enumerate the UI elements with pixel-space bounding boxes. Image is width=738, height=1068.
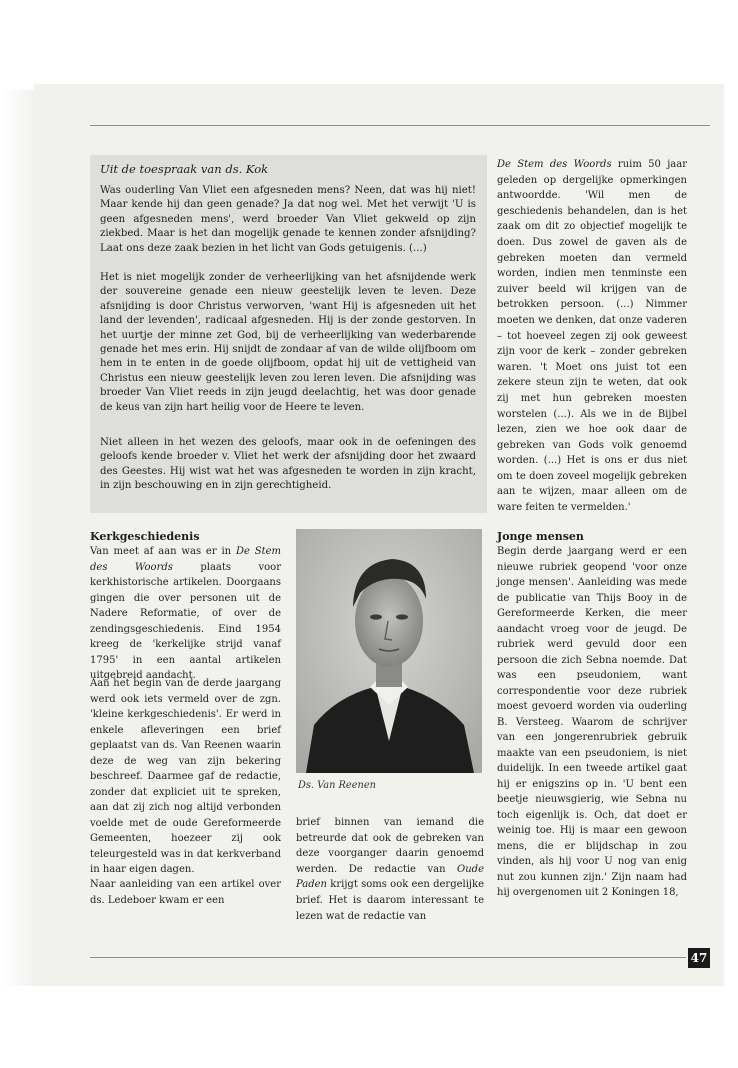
quote-paragraph-2: Het is niet mogelijk zonder de verheerlijking van het afsnijdende werk der souvereine genade een nieuw geestelijk leven te leven. Deze afsnijding is door Christus verworven, 'want Hij is afgesneden uit het land der levenden', radicaal afgesneden. Hij is der zonde gestorven. In het uurtje der minne zet God, bij de verheerlijking van wederbarende genade het mes erin. Hij snijdt de zondaar af van de wilde olijfboom om hem in te enten in de goede olijfboom, opdat hij uit de vettigheid van Christus een nieuw geestelijk leven zou leren leven. Die afsnijding was broeder Van Vliet reeds in zijn jeugd deelachtig, het was door genade de keus van zijn hart heilig voor de Heere te leven. xyxy=(100,272,476,413)
kerk-p1-italic: De Stem des Woords xyxy=(90,546,281,573)
bottom-rule xyxy=(90,957,686,958)
right-top-text: ruim 50 jaar geleden op dergelijke opmerkingen antwoordde. 'Wil men de geschiedenis behandelen, dan is het zaak om dit zo objectief mogelijk te doen. Dus zowel de gaven als de gebreken moeten dan vermeld worden, indien men tenminste een zuiver beeld wil krijgen van de betrokken persoon. (...) Nimmer moeten we denken, dat onze vaderen – tot hoeveel zegen zij ook geweest zijn voor de kerk – zonder gebreken waren. 't Moet ons juist tot een zekere steun zijn te weten, dat ook zij met hun gebreken moesten worstelen (...). Als we in de Bijbel lezen, zien we hoe ook daar de gebreken van Gods volk genoemd worden. (...) Het is ons er dus niet om te doen zoveel mogelijk gebreken aan te wijzen, maar alleen om de ware feiten te vermelden.' xyxy=(497,159,687,514)
heading-kerkgeschiedenis: Kerkgeschiedenis xyxy=(90,530,200,543)
quote-paragraph-3: Niet alleen in het wezen des geloofs, maar ook in de oefeningen des geloofs kende broeder v. Vliet het werk der afsnijding door het zwaard des Geestes. Hij wist wat het was afgesneden te worden in zijn kracht, in zijn beschouwing en in zijn gerechtigheid. xyxy=(100,437,476,492)
kerk-p1-text-b: plaats voor kerkhistorische artikelen. Doorgaans gingen die over personen uit de Nadere Reformatie, of over de zendingsgeschiedenis. Eind 1954 kreeg de 'kerkelijke strijd vanaf 1795' in een aantal artikelen uitgebreid aandacht. xyxy=(90,561,281,681)
photo-caption: Ds. Van Reenen xyxy=(298,780,376,791)
middle-text-a: brief binnen van iemand die betreurde dat ook de gebreken van deze voorganger daarin genoemd werden. De redactie van xyxy=(296,817,484,875)
portrait-image xyxy=(296,529,482,773)
jonge-paragraph: Begin derde jaargang werd er een nieuwe rubriek geopend 'voor onze jonge mensen'. Aanleiding was mede de publicatie van Thijs Booy in de Gereformeerde Kerken, die meer aandacht vroeg voor de jeugd. De rubriek werd gevuld door een persoon die zich Sebna noemde. Dat was een pseudoniem, want correspondentie voor deze rubriek moest gevoerd worden via ouderling B. Versteeg. Waarom de schrijver van een jongerenrubriek gebruik maakte van een pseudoniem, is niet duidelijk. In een tweede artikel gaat hij er enigszins op in. 'U bent een beetje nieuwsgierig, wie Sebna nu toch eigenlijk is. Och, dat doet er weinig toe. Hij is maar een gewoon mens, die er blijdschap in zou vinden, als hij voor U nog van enig nut zou kunnen zijn.' Zijn naam had hij overgenomen uit 2 Koningen 18, xyxy=(497,546,687,898)
kerk-paragraph-2: Aan het begin van de derde jaargang werd ook iets vermeld over de zgn. 'kleine kerkgeschiedenis'. Er werd in enkele afleveringen een brief geplaatst van ds. Van Reenen waarin deze de weg van zijn bekering beschreef. Daarmee gaf de redactie, zonder dat expliciet uit te spreken, aan dat zij zich nog altijd verbonden voelde met de oude Gereformeerde Gemeenten, hoezeer zij ook teleurgesteld was in dat kerkverband in haar eigen dagen. xyxy=(90,678,281,875)
publication-title: De Stem des Woords xyxy=(497,159,612,170)
kerk-paragraph-1 xyxy=(90,544,281,684)
quote-paragraph-1: Was ouderling Van Vliet een afgesneden mens? Neen, dat was hij niet! Maar kende hij dan geen genade? Ja dat nog wel. Met het verwijt 'U is geen afgesneden mens', werd broeder Van Vliet gekweld op zijn ziekbed. Maar is het dan mogelijk genade te kennen zonder afsnijding? Laat ons deze zaak bezien in het licht van Gods getuigenis. (...) xyxy=(100,185,476,254)
middle-text-b: krijgt soms ook een dergelijke brief. Het is daarom interessant te lezen wat de redactie van xyxy=(296,879,484,922)
heading-jonge-mensen: Jonge mensen xyxy=(497,530,584,543)
kerk-p1-text-a: Van meet af aan was er in xyxy=(90,546,236,557)
quote-box-title: Uit de toespraak van ds. Kok xyxy=(100,162,269,176)
portrait-photo xyxy=(296,529,482,773)
top-rule xyxy=(90,125,710,126)
page-number: 47 xyxy=(688,948,710,968)
kerk-paragraph-3: Naar aanleiding van een artikel over ds. Ledeboer kwam er een xyxy=(90,879,281,906)
right-column-top xyxy=(497,157,687,516)
middle-column-bottom xyxy=(296,815,484,924)
middle-italic: Oude Paden xyxy=(296,863,484,891)
